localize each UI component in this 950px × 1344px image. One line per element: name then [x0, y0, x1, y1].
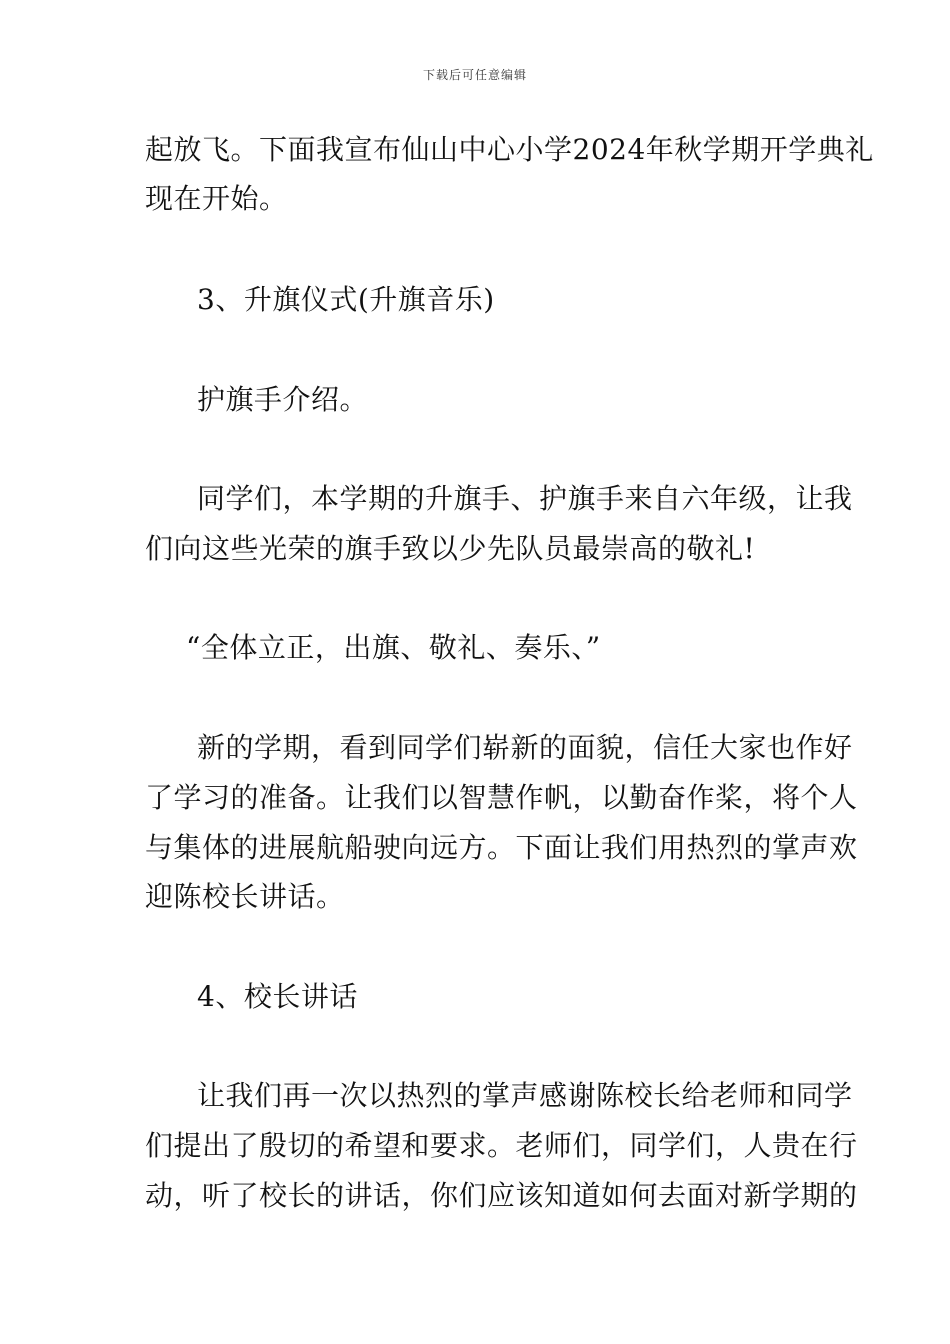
text-line: 护旗手介绍。: [197, 383, 369, 416]
page-header: 下载后可任意编辑: [422, 68, 527, 82]
text-line: 新的学期，看到同学们崭新的面貌，信任大家也作好: [197, 731, 853, 764]
text-line: 让我们再一次以热烈的掌声感谢陈校长给老师和同学: [197, 1079, 853, 1112]
text-line: 们提出了殷切的希望和要求。老师们，同学们，人贵在行: [145, 1129, 858, 1162]
text-line: 起放飞。下面我宣布仙山中心小学2024年秋学期开学典礼: [145, 133, 874, 166]
text-line: 现在开始。: [145, 182, 288, 215]
text-line: 同学们，本学期的升旗手、护旗手来自六年级，让我: [197, 482, 853, 515]
text-line: 迎陈校长讲话。: [145, 880, 345, 913]
text-line: 了学习的准备。让我们以智慧作帆，以勤奋作桨，将个人: [145, 781, 858, 814]
text-line: 动，听了校长的讲话，你们应该知道如何去面对新学期的: [145, 1179, 858, 1212]
text-line: 与集体的进展航船驶向远方。下面让我们用热烈的掌声欢: [145, 831, 858, 864]
section-heading: 3、升旗仪式(升旗音乐): [197, 283, 495, 316]
section-heading: 4、校长讲话: [197, 980, 358, 1013]
quote-line: “全体立正，出旗、敬礼、奏乐、”: [186, 631, 601, 664]
text-line: 们向这些光荣的旗手致以少先队员最崇高的敬礼!: [145, 532, 756, 565]
